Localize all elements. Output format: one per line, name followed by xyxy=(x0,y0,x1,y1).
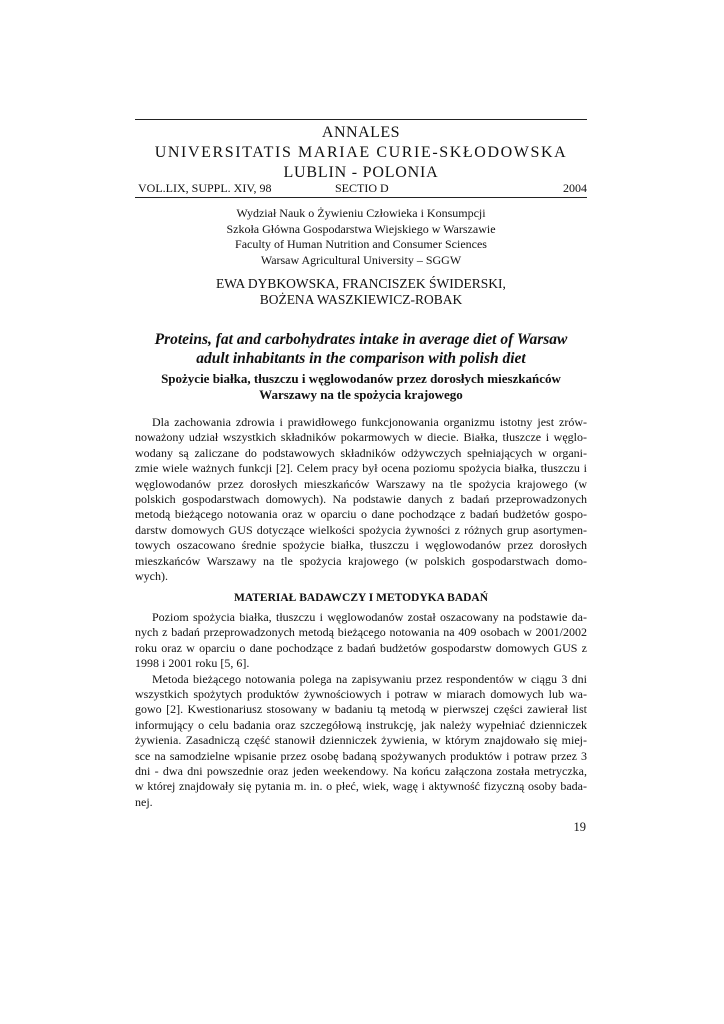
abstract-line: zmie wiele ważnych funkcji [2]. Celem pracy był ocena poziomu spożycia białka, tłuszczu i xyxy=(135,461,587,476)
paragraph-line: żywienia. Zasadniczą część stanowił dzienniczek żywienia, w którym znajdowało się miej- xyxy=(135,733,587,748)
journal-section: SECTIO D xyxy=(335,181,389,195)
paragraph-line: sce na samodzielne wpisanie przez osobę badaną spożywanych produktów i potraw przez 3 xyxy=(135,748,587,763)
affiliation-line: Warsaw Agricultural University – SGGW xyxy=(260,252,462,267)
paragraph-line: roku oraz w oparciu o dane pochodzące z badań budżetów gospodarstw domowych GUS z xyxy=(135,640,587,655)
journal-year: 2004 xyxy=(563,181,587,195)
affiliation-line: Szkoła Główna Gospodarstwa Wiejskiego w Warszawie xyxy=(226,221,496,236)
page-number: 19 xyxy=(573,820,586,834)
header-bottom-rule xyxy=(135,197,587,198)
abstract-line: wych). xyxy=(135,569,168,584)
abstract-line: noważony udział wszystkich składników pokarmowych w diecie. Białka, tłuszcze i węglo- xyxy=(135,430,587,445)
paragraph-line: gowo [2]. Kwestionariusz stosowany w badaniu tą metodą w pierwszej części zawierał list xyxy=(135,702,587,717)
journal-header xyxy=(135,119,587,198)
title-english-line: adult inhabitants in the comparison with polish diet xyxy=(196,350,526,367)
paragraph-line: Metoda bieżącego notowania polega na zapisywaniu przez respondentów w ciągu 3 dni xyxy=(152,671,587,686)
journal-university: UNIVERSITATIS MARIAE CURIE-SKŁODOWSKA xyxy=(154,144,568,161)
journal-volume: VOL.LIX, SUPPL. XIV, 98 xyxy=(138,181,272,195)
abstract-line: metodą bieżącego notowania oraz w oparciu o dane pochodzące z badań budżetów gospo- xyxy=(135,507,587,522)
paragraph-line: dni - dwa dni powszednie oraz jeden weekendowy. Na końcu załączona została metryczka, xyxy=(135,764,587,779)
affiliation-line: Faculty of Human Nutrition and Consumer Sciences xyxy=(235,237,487,251)
section-heading: MATERIAŁ BADAWCZY I METODYKA BADAŃ xyxy=(233,592,489,604)
title-polish xyxy=(135,371,587,403)
paragraph-line: nych z badań przeprowadzonych metodą bieżącego notowania na 409 osobach w 2001/2002 xyxy=(135,625,587,640)
abstract-line: towych oszacowano średnie spożycie białka, tłuszczu i węglowodanów przez dorosłych xyxy=(135,538,587,553)
paragraph-line: Poziom spożycia białka, tłuszczu i węglowodanów został oszacowany na podstawie da- xyxy=(152,610,587,624)
paragraph-line: 1998 i 2001 roku [5, 6]. xyxy=(135,656,250,671)
affiliation-line: Wydział Nauk o Żywieniu Człowieka i Konsumpcji xyxy=(236,206,486,220)
journal-title: ANNALES xyxy=(321,124,401,141)
header-top-rule xyxy=(135,119,587,120)
paragraph-line: wszystkich spożytych produktów żywnościowych i potraw w miarach domowych lub wa- xyxy=(135,687,587,702)
journal-meta-row xyxy=(135,181,587,196)
abstract-line: darstw domowych GUS dotyczące wielkości spożycia żywności z różnych grup asortymen- xyxy=(135,522,587,537)
journal-location: LUBLIN - POLONIA xyxy=(283,164,439,181)
paragraph-line: informujący o celu badania oraz szczegółową instrukcję, jak należy wypełniać dzienniczek xyxy=(135,717,587,732)
paragraph-line: w której znajdowały się pytania m. in. o płeć, wiek, wagę i aktywność fizyczną osoby bada- xyxy=(135,779,587,794)
title-polish-line: Warszawy na tle spożycia krajowego xyxy=(259,387,463,402)
author-line: EWA DYBKOWSKA, FRANCISZEK ŚWIDERSKI, xyxy=(216,276,506,291)
abstract-line: Dla zachowania zdrowia i prawidłowego funkcjonowania organizmu istotny jest zrów- xyxy=(152,415,587,429)
abstract-line: polskich gospodarstwach domowych). Na podstawie danych z badań przeprowadzonych xyxy=(135,492,587,507)
paragraph-line: nej. xyxy=(135,794,153,809)
author-line: BOŻENA WASZKIEWICZ-ROBAK xyxy=(259,292,463,307)
abstract-line: mieszkańców Warszawy na tle spożycia krajowego (w polskich gospodarstwach domo- xyxy=(135,553,587,568)
abstract-line: węglowodanów przez dorosłych mieszkańców Warszawy na tle spożycia krajowego (w xyxy=(135,476,587,491)
abstract xyxy=(135,415,587,584)
affiliation xyxy=(135,206,587,268)
title-polish-line: Spożycie białka, tłuszczu i węglowodanów przez dorosłych mieszkańców xyxy=(161,371,561,386)
body-text xyxy=(135,610,587,810)
abstract-line: wodany są zaliczane do podstawowych składników odżywczych spełniających w organi- xyxy=(135,445,587,460)
title-english xyxy=(135,330,587,368)
title-english-line: Proteins, fat and carbohydrates intake in average diet of Warsaw xyxy=(154,331,568,348)
authors xyxy=(135,276,587,308)
